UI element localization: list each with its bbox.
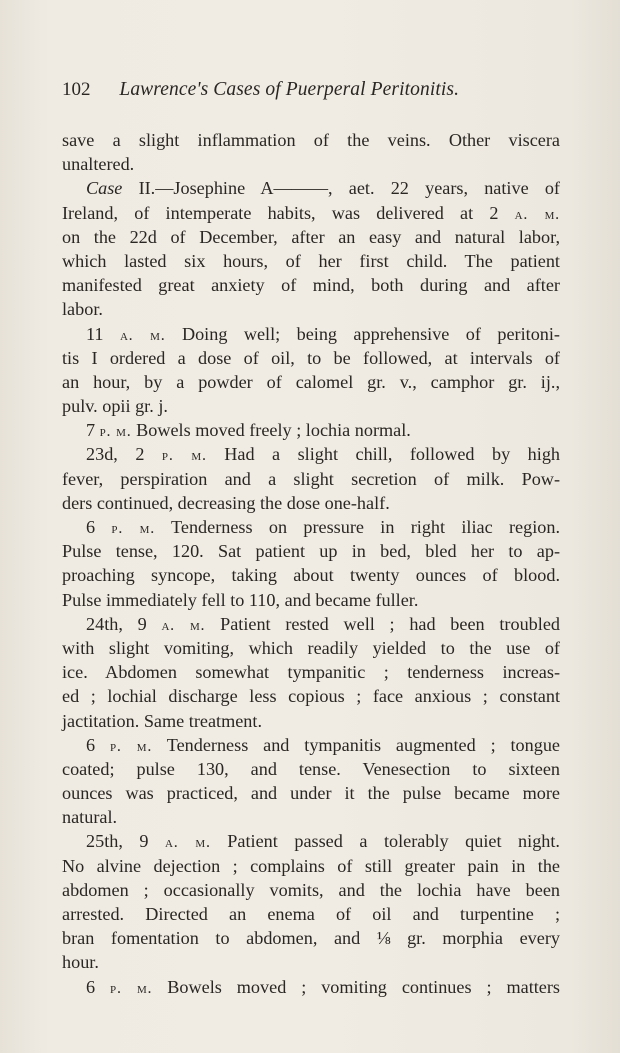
text-line [62,394,560,418]
page-number: 102 [62,79,91,100]
text-line [62,176,560,200]
text-segment: 24th, 9 [86,613,162,634]
text-segment: p. m. [109,737,153,755]
text-line [62,467,560,491]
text-line [62,201,560,225]
text-segment: hour. [62,952,99,973]
text-line [62,225,560,249]
text-segment: Patient rested well ; had been troubled [205,613,560,634]
text-segment: p. m. [99,423,132,441]
text-line [62,733,560,757]
text-segment: bran fomentation to abdomen, and ⅛ gr. morphia every [62,928,560,949]
text-line [62,612,560,636]
text-segment: an hour, by a powder of calomel gr. v., camphor gr. ij., [62,371,560,392]
text-line [62,709,560,733]
text-segment: natural. [62,807,118,828]
text-line [62,515,560,539]
text-line [62,418,560,442]
text-line [62,588,560,612]
text-segment: 6 [86,734,110,755]
text-line [62,878,560,902]
text-segment: abdomen ; occasionally vomits, and the lochia have been [62,879,560,900]
text-segment: 6 [86,976,111,997]
text-segment: which lasted six hours, of her first child. The patient [62,250,560,271]
text-line [62,854,560,878]
text-line [62,322,560,346]
text-line [62,829,560,853]
text-segment: labor. [62,299,103,320]
text-segment: on the 22d of December, after an easy and natural labor, [62,226,560,247]
text-segment: Pulse immediately fell to 110, and became fuller. [62,589,419,610]
text-line [62,563,560,587]
text-line [62,539,560,563]
text-segment: fever, perspiration and a slight secretion of milk. Pow- [62,468,560,489]
text-line [62,273,560,297]
text-line [62,370,560,394]
text-line [62,442,560,466]
text-segment: a. m. [119,326,166,344]
text-segment: 11 [86,323,120,344]
text-segment: ders continued, decreasing the dose one-half. [62,492,390,513]
text-segment: p. m. [111,520,156,537]
text-segment: 25th, 9 [86,831,166,852]
text-line [62,660,560,684]
text-line [62,128,560,152]
text-segment: ounces was practiced, and under it the pulse became more [62,783,560,804]
text-segment: jactitation. Same treatment. [62,710,262,731]
text-line [62,950,560,974]
text-line [62,975,560,999]
text-segment: with slight vomiting, which readily yielded to the use of [62,637,560,658]
text-segment: pulv. opii gr. j. [62,396,168,417]
text-segment: ed ; lochial discharge less copious ; face anxious ; constant [62,686,560,707]
page-header [62,78,562,102]
text-segment: Tenderness on pressure in right iliac region. [155,517,560,537]
text-segment: II.—Josephine A———, aet. 22 years, native of [122,178,560,199]
text-segment: a. m. [165,834,211,852]
text-segment: Bowels moved freely ; lochia normal. [131,420,411,441]
text-segment: No alvine dejection ; complains of still greater pain in the [62,855,560,876]
text-segment: Pulse tense, 120. Sat patient up in bed, bled her to ap- [62,541,560,562]
text-segment: Doing well; being apprehensive of peritoni- [165,323,560,344]
text-segment: arrested. Directed an enema of oil and turpentine ; [62,904,560,924]
text-line [62,781,560,805]
text-line [62,297,560,321]
text-segment: p. m. [110,979,153,997]
text-line [62,249,560,273]
text-segment: unaltered. [62,154,135,175]
text-segment: a. m. [161,616,206,634]
text-segment: Tenderness and tympanitis augmented ; tongue [152,734,560,755]
text-line [62,346,560,370]
text-segment: save a slight inflammation of the veins. Other viscera [62,130,560,150]
text-segment: 23d, 2 [86,444,162,465]
text-segment: Case [86,178,123,199]
text-segment: 7 [86,420,100,441]
text-segment: Patient passed a tolerably quiet night. [210,831,560,852]
text-line [62,902,560,926]
text-line [62,684,560,708]
text-line [62,805,560,829]
text-line [62,636,560,660]
text-segment: p. m. [161,447,207,465]
text-segment: ice. Abdomen somewhat tympanitic ; tenderness increas- [62,662,560,683]
text-line [62,491,560,515]
body-text [62,128,560,999]
running-title: Lawrence's Cases of Puerperal Peritonitis. [119,79,460,100]
text-segment: 6 [86,517,112,537]
text-line [62,152,560,176]
text-segment: Bowels moved ; vomiting continues ; matters [152,976,561,997]
text-segment: Had a slight chill, followed by high [206,444,561,465]
text-segment: Ireland, of intemperate habits, was delivered at 2 [62,202,515,223]
text-segment: manifested great anxiety of mind, both during and after [62,275,560,296]
text-line [62,926,560,950]
text-line [62,757,560,781]
text-segment: a. m. [514,205,560,223]
text-segment: coated; pulse 130, and tense. Venesection to sixteen [62,758,560,779]
text-segment: proaching syncope, taking about twenty ounces of blood. [62,565,560,586]
text-segment: tis I ordered a dose of oil, to be followed, at intervals of [62,347,560,368]
